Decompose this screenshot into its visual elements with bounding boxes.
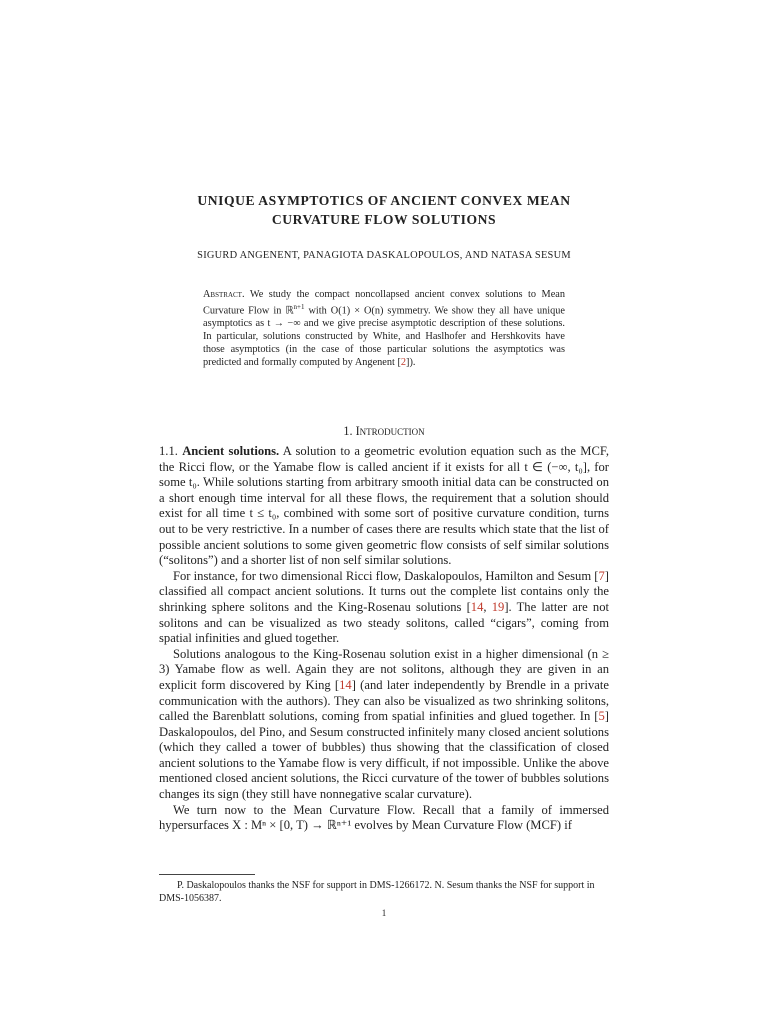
abstract-text-1: We study the compact noncollapsed ancient convex solutions to Mean Curvature Flow in ℝ (203, 289, 565, 317)
page-number: 1 (381, 908, 387, 918)
paragraph-3-text-a: Solutions analogous to the King-Rosenau solution exist in a higher dimensional (n ≥ 3) Yamabe flow as well. Again they are not solitons, although they are given in an explicit form discovered by King [ (159, 646, 609, 692)
section-heading (140, 424, 628, 439)
citation-link[interactable]: 7 (598, 568, 605, 583)
citation-link[interactable]: 19 (491, 599, 505, 614)
paragraph-3-text-c: ] Daskalopoulos, del Pino, and Sesum constructed infinitely many closed ancient solutions (which they called a tower of bubbles) thus showing that the classification of closed ancient solutions to the Yamabe flow is very difficult, if not impossible. Unlike the above mentioned closed ancient solutions, the Ricci curvature of the tower of bubbles solutions changes its sign (they still have nonnegative scalar curvature). (159, 709, 609, 802)
section-name: Introduction (355, 424, 425, 438)
footnote-text: P. Daskalopoulos thanks the NSF for support in DMS-1266172. N. Sesum thanks the NSF for support in DMS-1056387. (159, 880, 595, 904)
footnote (159, 879, 609, 905)
abstract-superscript: n+1 (293, 303, 305, 311)
paragraph-3 (159, 647, 609, 803)
paragraph-3-text-b: ] (and later independently by Brendle in a private communication with the authors). They can also be visualized as two shrinking solitons, called the Barenblatt solutions, coming from spatial infinities and glued together. In [ (159, 677, 609, 724)
footnote-rule (159, 874, 255, 875)
paragraph-2-text-c: , (483, 599, 492, 614)
section-number: 1. (343, 424, 353, 438)
citation-link[interactable]: 14 (339, 677, 352, 692)
paragraph-2-text-d: ]. The latter are not solitons and can be visualized as two steady solitons, called “cigars”, coming from spatial infinities and glued together. (159, 599, 610, 646)
paragraph-1 (159, 444, 609, 569)
subsection-title: Ancient solutions. (182, 444, 280, 458)
author-list: SIGURD ANGENENT, PANAGIOTA DASKALOPOULOS, AND NATASA SESUM (197, 250, 571, 261)
subsection-number: 1.1. (159, 444, 178, 458)
citation-link[interactable]: 2 (400, 357, 407, 369)
paragraph-1-text: A solution to a geometric evolution equation such as the MCF, the Ricci flow, or the Yamabe flow is called ancient if it exists for all t ∈ (−∞, t₀], for some t₀. While solutions starting from arbitrary smooth initial data can be constructed on a short enough time interval for all these flows, the requirement that a solution should exist for all time t ≤ t₀, combined with some sort of positive curvature condition, turns out to be very restrictive. In a number of cases there are results which state that the list of possible ancient solutions to some given geometric flow consists of self similar solutions (“solitons”) and a shorter list of non self similar solutions. (159, 444, 609, 568)
citation-link[interactable]: 5 (598, 709, 605, 724)
title-line-2: CURVATURE FLOW SOLUTIONS (271, 212, 497, 227)
abstract (203, 288, 565, 369)
title-line-1: UNIQUE ASYMPTOTICS OF ANCIENT CONVEX MEAN (197, 193, 571, 208)
abstract-heading: Abstract. (203, 289, 245, 300)
paragraph-2 (159, 569, 609, 647)
abstract-end: ]). (406, 357, 416, 369)
body-text (159, 444, 609, 834)
paragraph-2-text-a: For instance, for two dimensional Ricci flow, Daskalopoulos, Hamilton and Sesum [ (173, 568, 599, 583)
paper-title (140, 191, 628, 229)
abstract-text-2: with O(1) × O(n) symmetry. We show they all have unique asymptotics as t → −∞ and we give precise asymptotic description of these solutions. In particular, solutions constructed by White, and Haslhofer and Hershkovits have those asymptotics (in the case of those particular solutions the asymptotics was predicted and formally computed by Angenent [ (203, 305, 565, 369)
paragraph-2-text-b: ] classified all compact ancient solutions. It turns out the complete list contains only the shrinking sphere solitons and the King-Rosenau solutions [ (159, 568, 609, 614)
citation-link[interactable]: 14 (470, 599, 484, 614)
paragraph-4: We turn now to the Mean Curvature Flow. Recall that a family of immersed hypersurfaces X : Mⁿ × [0, T) → ℝⁿ⁺¹ evolves by Mean Curvature Flow (MCF) if (159, 802, 609, 833)
